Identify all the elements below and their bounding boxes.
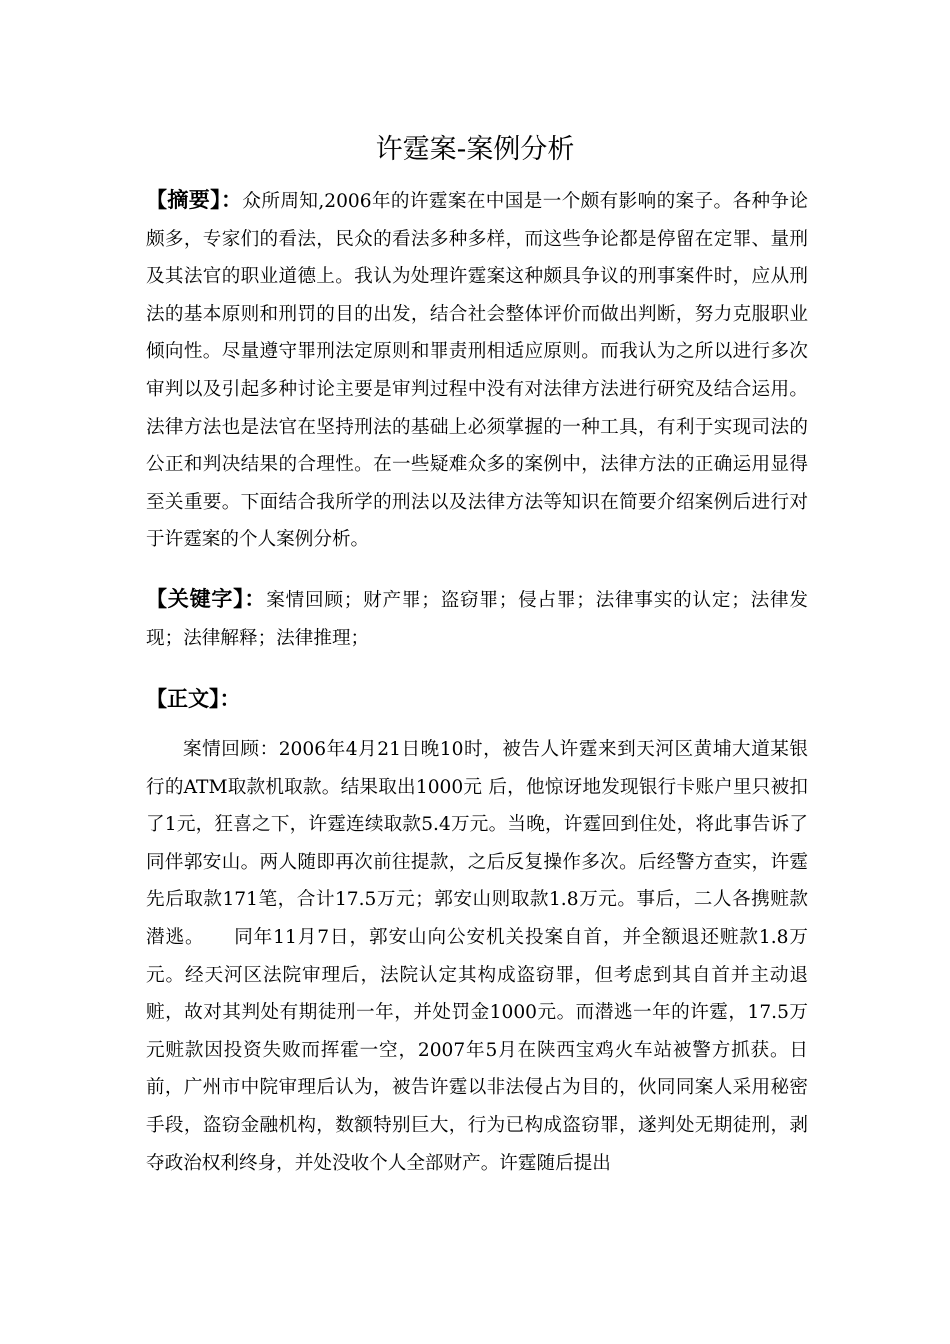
abstract-label: 【摘要】 [146, 188, 222, 212]
main-text-heading [146, 681, 241, 718]
keywords-text: 案情回顾；财产罪；盗窃罪；侵占罪；法律事实的认定；法律发现；法律解释；法律推理； [146, 590, 809, 649]
abstract-separator: ： [221, 188, 243, 212]
abstract-text: 众所周知,2006年的许霆案在中国是一个颇有影响的案子。各种争论颇多，专家们的看法，民众的看法多种多样，而这些争论都是停留在定罪、量刑及其法官的职业道德上。我认为处理许霆案这种颇具争议的刑事案件时，应从刑法的基本原则和刑罚的目的出发，结合社会整体评价而做出判断，努力克服职业倾向性。尽量遵守罪刑法定原则和罪责刑相适应原则。而我认为之所以进行多次审判以及引起多种讨论主要是审判过程中没有对法律方法进行研究及结合运用。法律方法也是法官在坚持刑法的基础上必须掌握的一种工具，有利于实现司法的公正和判决结果的合理性。在一些疑难众多的案例中，法律方法的正确运用显得至关重要。下面结合我所学的刑法以及法律方法等知识在简要介绍案例后进行对于许霆案的个人案例分析。 [146, 191, 809, 551]
document-title: 许霆案-案例分析 [375, 134, 575, 165]
main-text-separator: ： [219, 687, 241, 711]
case-review-paragraph: 案情回顾：2006年4月21日晚10时，被告人许霆来到天河区黄埔大道某银行的ATM取款机取款。结果取出1000元 后，他惊讶地发现银行卡账户里只被扣了1元，狂喜之下，许霆连续取款5.4万元。当晚，许霆回到住处，将此事告诉了同伴郭安山。两人随即再次前往提款，之后反复操作多次。后经警方查实，许霆先后取款171笔，合计17.5万元；郭安山则取款1.8万元。事后，二人各携赃款潜逃。 同年11月7日，郭安山向公安机关投案自首，并全额退还赃款1.8万元。经天河区法院审理后，法院认定其构成盗窃罪，但考虑到其自首并主动退赃，故对其判处有期徒刑一年，并处罚金1000元。而潜逃一年的许霆，17.5万元赃款因投资失败而挥霍一空，2007年5月在陕西宝鸡火车站被警方抓获。日前，广州市中院审理后认为，被告许霆以非法侵占为目的，伙同同案人采用秘密手段，盗窃金融机构，数额特别巨大，行为已构成盗窃罪，遂判处无期徒刑，剥夺政治权利终身，并处没收个人全部财产。许霆随后提出 [146, 739, 808, 1174]
abstract-section [146, 182, 808, 559]
keywords-label: 【关键字】 [146, 587, 245, 611]
keywords-section [146, 581, 808, 657]
keywords-separator: ： [244, 587, 267, 611]
main-text-label: 【正文】 [146, 687, 220, 711]
